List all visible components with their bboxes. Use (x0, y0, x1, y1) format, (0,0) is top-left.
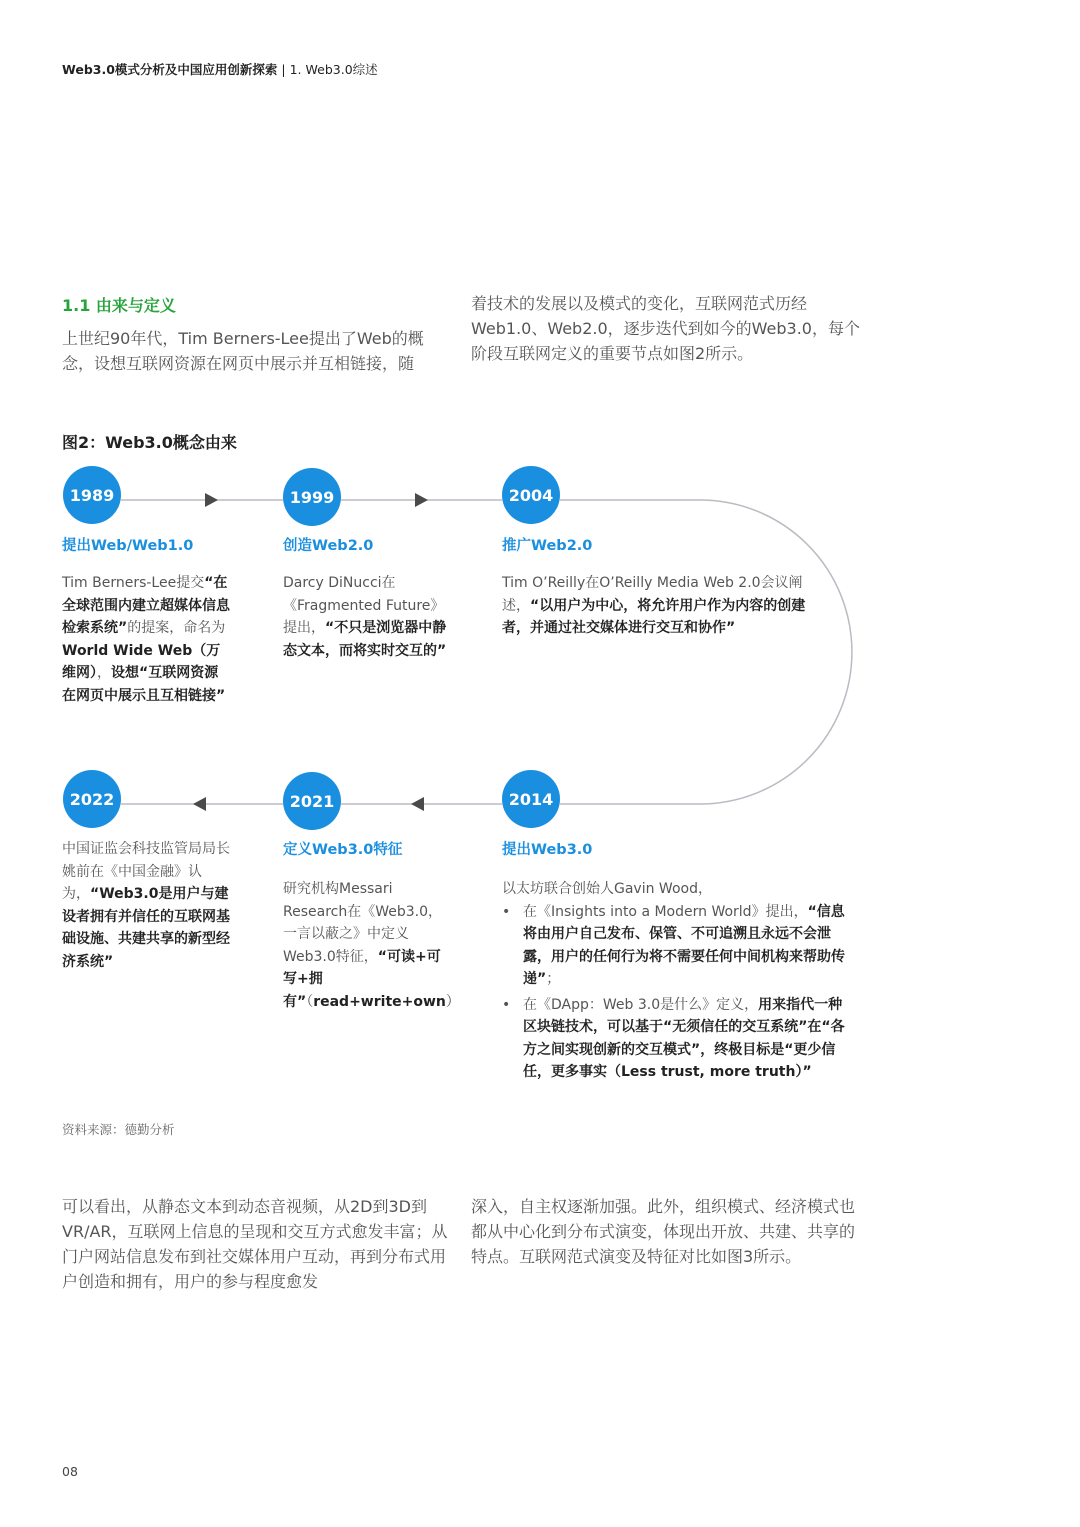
chapter-name: 1. Web3.0综述 (289, 62, 378, 77)
body-paragraph-left: 可以看出，从静态文本到动态音视频，从2D到3D到VR/AR，互联网上信息的呈现和交互方式愈发丰富；从门户网站信息发布到社交媒体用户互动，再到分布式用户创造和拥有，用户的参与程度愈发 (62, 1197, 448, 1291)
milestone-desc-2014 (502, 878, 854, 1084)
intro-paragraph-left: 上世纪90年代，Tim Berners-Lee提出了Web的概念，设想互联网资源在网页中展示并互相链接，随 (62, 329, 424, 373)
milestone-label-1999: 创造Web2.0 (283, 538, 374, 554)
milestone-desc-2021: 研究机构Messari Research在《Web3.0，一言以蔽之》中定义Web3.0特征，“可读+可写+拥有”（read+write+own） (283, 881, 460, 1010)
milestone-label-2004: 推广Web2.0 (502, 538, 593, 554)
year-2022: 2022 (63, 770, 121, 828)
milestone-desc-2004: Tim O’Reilly在O’Reilly Media Web 2.0会议阐述，“以用户为中心，将允许用户作为内容的创建者，并通过社交媒体进行交互和协作” (502, 575, 806, 636)
milestone-desc-2022: 中国证监会科技监管局局长姚前在《中国金融》认为，“Web3.0是用户与建设者拥有并信任的互联网基础设施、共建共享的新型经济系统” (62, 841, 230, 970)
page-number: 08 (62, 1464, 78, 1479)
milestone-intro-2014: 以太坊联合创始人Gavin Wood， (502, 881, 712, 897)
milestone-label-2021: 定义Web3.0特征 (283, 842, 403, 858)
year-1999: 1999 (283, 468, 341, 526)
header-separator: | (281, 62, 286, 77)
body-paragraph-right: 深入，自主权逐渐加强。此外，组织模式、经济模式也都从中心化到分布式演变，体现出开放、共建、共享的特点。互联网范式演变及特征对比如图3所示。 (471, 1197, 856, 1266)
arrow-right-icon (415, 493, 428, 507)
year-1989: 1989 (63, 466, 121, 524)
list-item: • 在《DApp：Web 3.0是什么》定义，用来指代一种区块链技术，可以基于“无须信任的交互系统”在“各方之间实现创新的交互模式”，终极目标是“更少信任，更多事实（Less trust, more truth）” (502, 994, 854, 1084)
connector-curve-2004-2014 (560, 500, 852, 804)
arrow-left-icon (193, 797, 206, 811)
report-title: Web3.0模式分析及中国应用创新探索 (62, 62, 278, 77)
milestone-desc-1999: Darcy DiNucci在《Fragmented Future》提出，“不只是浏览器中静态文本，而将实时交互的” (283, 575, 447, 659)
bullet-list (502, 901, 854, 1084)
year-2021: 2021 (283, 772, 341, 830)
arrow-right-icon (205, 493, 218, 507)
arrow-left-icon (411, 797, 424, 811)
milestone-label-2014: 提出Web3.0 (502, 842, 593, 858)
year-2014: 2014 (502, 770, 560, 828)
intro-paragraph-right: 着技术的发展以及模式的变化，互联网范式历经Web1.0、Web2.0，逐步迭代到如今的Web3.0，每个阶段互联网定义的重要节点如图2所示。 (471, 294, 860, 363)
year-2004: 2004 (502, 466, 560, 524)
milestone-label-1989: 提出Web/Web1.0 (62, 538, 194, 554)
section-title: 1.1 由来与定义 (62, 296, 176, 315)
list-item: • 在《Insights into a Modern World》提出，“信息将由用户自己发布、保管、不可追溯且永远不会泄露，用户的任何行为将不需要任何中间机构来帮助传递”； (502, 901, 854, 991)
figure-title: 图2：Web3.0概念由来 (62, 433, 237, 452)
figure-source: 资料来源：德勤分析 (62, 1122, 175, 1137)
milestone-desc-1989: Tim Berners-Lee提交“在全球范围内建立超媒体信息检索系统”的提案，命名为World Wide Web（万维网），设想“互联网资源在网页中展示且互相链接” (62, 575, 230, 704)
